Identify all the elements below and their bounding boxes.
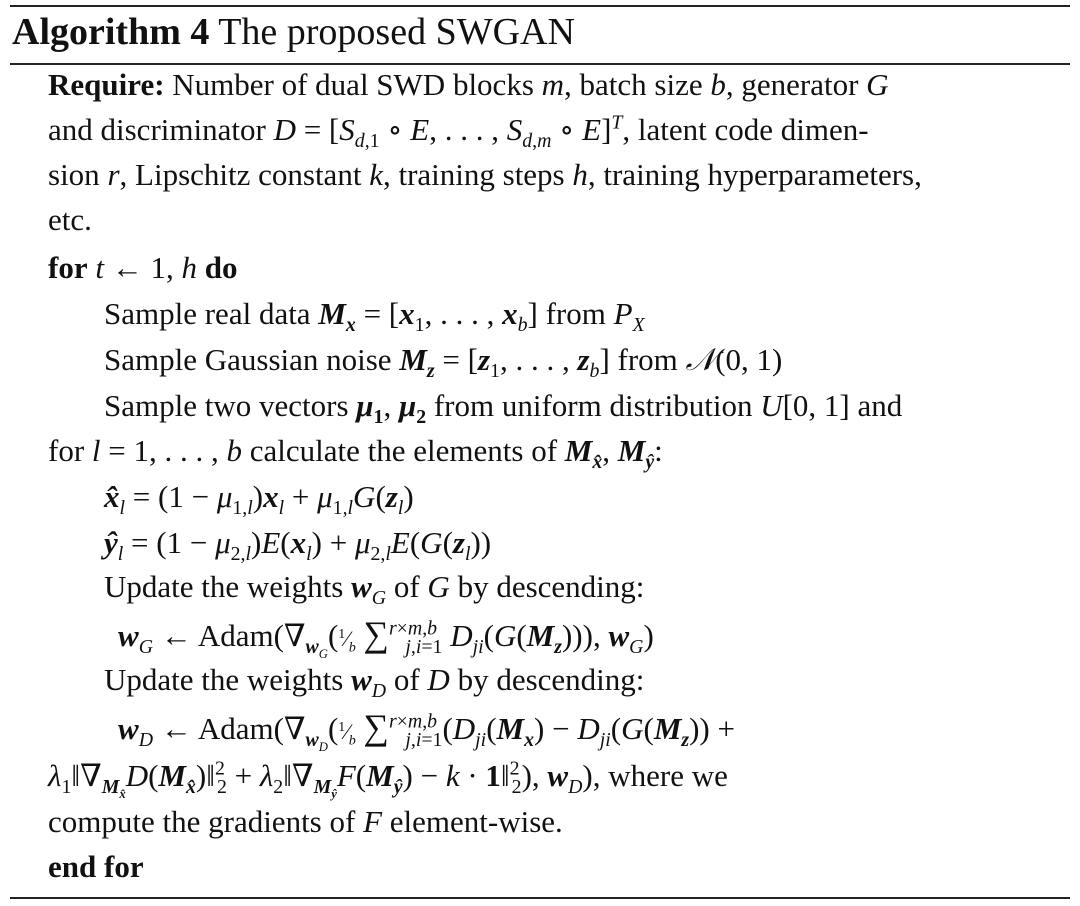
step-compute-gradients: compute the gradients of F element-wise. <box>48 804 563 839</box>
require-line-2: and discriminator $D = [S_{d,1}$ ∘ E, . . . , $S_{d,m}$ ∘ E]$^T$, latent code dimen- <box>48 111 869 153</box>
algorithm-name: The proposed SWGAN <box>218 11 575 53</box>
eq-update-d-cont: $\lambda_1‖\nabla_{M_{x̂}}D(M_{x̂})‖^2_2$ + $\lambda_2‖\nabla_{M_ŷ}F(M_ŷ) - k$ · 1‖$^2_2$), $w_D$), where we <box>48 757 728 802</box>
do-keyword: do <box>204 250 238 285</box>
step-update-g: Update the weights $w_G$ of G by descending: <box>104 569 645 610</box>
eq-x-hat: $x̂_l = (1 - \mu_{1,l})x_l + \mu_{1,l}G(z_l)$ <box>104 479 414 520</box>
eq-update-g: $w_G$ ← $Adam(\nabla_{w_G}(^1⁄_b$ ∑$^{r\times m,b}_{j,i=1}$ $D_{ji}(G(M_z))$), $w_G$) <box>118 614 654 662</box>
for-header: for t ← 1, h do <box>48 250 238 285</box>
for-keyword: for <box>48 250 88 285</box>
require-line-4: etc. <box>48 202 92 237</box>
step-calc-elements: for l = 1, . . . , b calculate the elements of $M_{x̂}$, $M_ŷ$: <box>48 433 663 474</box>
algorithm-title <box>12 10 575 54</box>
algorithm-label: Algorithm 4 <box>12 11 210 53</box>
bottom-rule <box>10 897 1070 899</box>
require-line-3: sion r, Lipschitz constant k, training steps h, training hyperparameters, <box>48 157 922 192</box>
end-for-keyword: end for <box>48 849 144 884</box>
eq-update-d: $w_D$ ← $Adam(\nabla_{w_D}(^1⁄_b$ $\sum^{r\times m,b}_{j,i=1}(D_{ji}(M_x) - D_{ji}(G(M_z))$ + <box>118 707 735 755</box>
top-rule <box>10 5 1070 7</box>
step-sample-gaussian: Sample Gaussian noise $M_z = [z_1$, . . . , $z_b$] from 𝒩(0, 1) <box>104 342 783 383</box>
require-keyword: Require: <box>48 67 165 102</box>
require-line-1: Require: Number of dual SWD blocks m, batch size b, generator G <box>48 67 889 102</box>
step-sample-real: Sample real data $M_x = [x_1$, . . . , $x_b$] from $P_X$ <box>104 296 645 337</box>
eq-y-hat: $ŷ_l = (1 - \mu_{2,l})E(x_l) + \mu_{2,l}E(G(z_l))$ <box>104 525 492 566</box>
step-sample-vectors: Sample two vectors $\mu_1$, $\mu_2$ from uniform distribution U[0, 1] and <box>104 388 903 429</box>
step-update-d: Update the weights $w_D$ of D by descending: <box>104 662 645 703</box>
